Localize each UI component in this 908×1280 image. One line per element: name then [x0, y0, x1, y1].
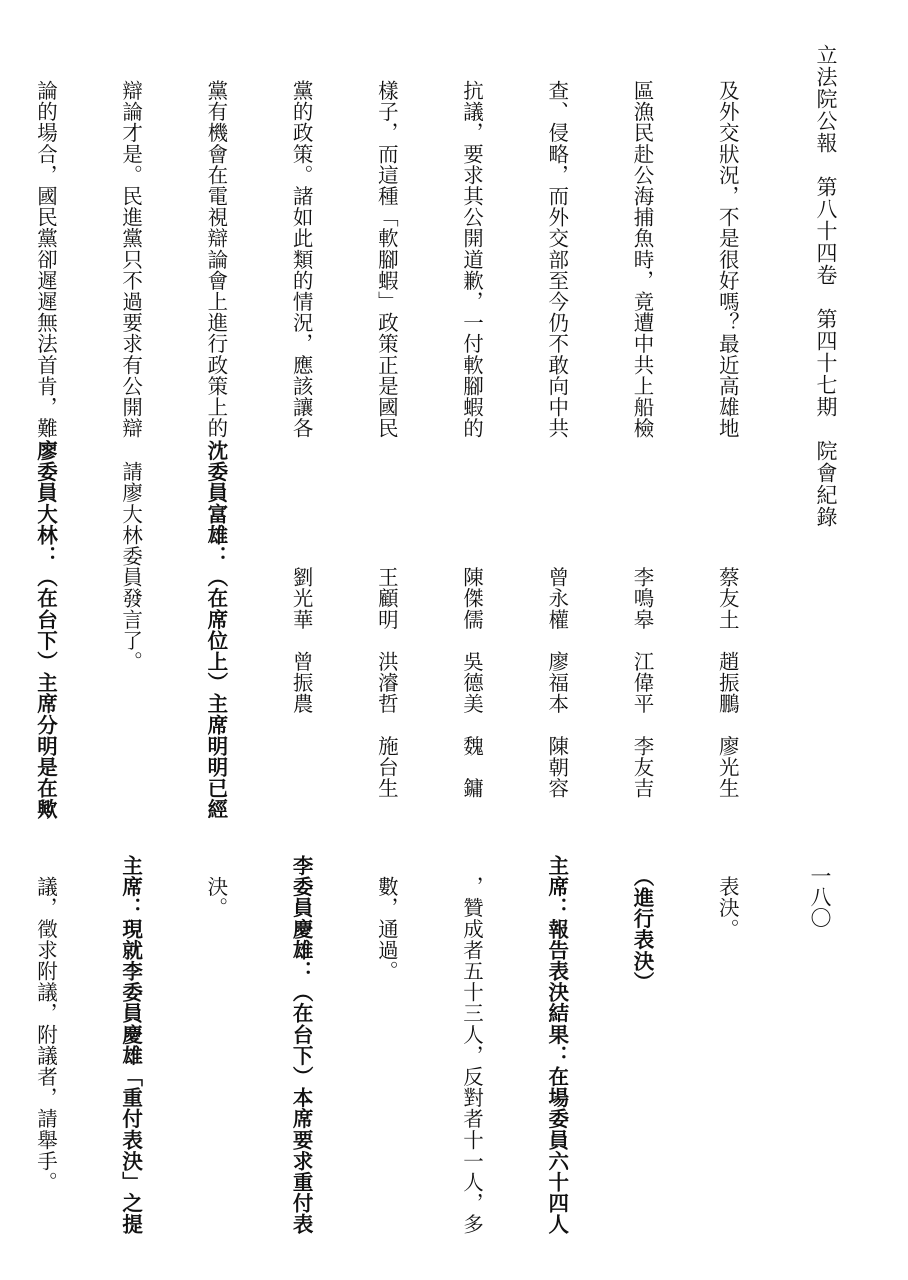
speaker-line: 主席：報告表決結果：在場委員六十四人 [544, 855, 569, 1235]
text-line: 抗議，要求其公開道歉，一付軟腳蝦的 [459, 80, 484, 439]
text-line: ，贊成者五十三人，反對者十一人，多 [459, 855, 484, 1235]
text-line: 黨有機會在電視辯論會上進行政策上的 [203, 80, 228, 439]
text-line: 決。 [203, 855, 228, 919]
text-line: 辯論才是。民進黨只不過要求有公開辯 [118, 80, 143, 439]
text-column-bottom [33, 855, 798, 1245]
text-line: 區漁民赴公海捕魚時，竟遭中共上船檢 [629, 80, 654, 439]
text-line: 李鳴皋 江偉平 李友吉 [629, 440, 654, 799]
page-number: 一八〇 [808, 865, 832, 928]
text-line: 蔡友土 趙振鵬 廖光生 [715, 440, 740, 799]
text-line: 樣子，而這種「軟腳蝦」政策正是國民 [374, 80, 399, 439]
text-column-middle [33, 440, 798, 860]
speaker-line: 主席：現就李委員慶雄「重付表決」之提 [118, 855, 143, 1235]
text-line: 請廖大林委員發言了。 [118, 440, 143, 673]
text-line: 查、侵略，而外交部至今仍不敢向中共 [544, 80, 569, 439]
text-line: 劉光華 曾振農 [289, 440, 314, 715]
speaker-line: 廖委員大林：（在台下）主席分明是在歟 [33, 440, 58, 820]
text-line: 王顧明 洪濬哲 施台生 [374, 440, 399, 799]
text-line: 曾永權 廖福本 陳朝容 [544, 440, 569, 799]
text-line: 表決。 [715, 855, 740, 940]
text-line: 陳傑儒 吳德美 魏 鏞 [459, 440, 484, 799]
speaker-line: 沈委員富雄：（在席位上）主席明明已經 [203, 440, 228, 820]
text-line: 議，徵求附議，附議者，請舉手。 [33, 855, 58, 1193]
text-line: 及外交狀況，不是很好嗎？最近高雄地 [715, 80, 740, 439]
text-line: 數，通過。 [374, 855, 399, 982]
text-line: 論的場合，國民黨卻遲遲無法首肯，難 [33, 80, 58, 439]
page-header: 立法院公報 第八十四卷 第四十七期 院會紀錄 [814, 44, 838, 528]
text-line: 黨的政策。諸如此類的情況，應該讓各 [289, 80, 314, 439]
procedure-note: （進行表決） [629, 855, 654, 993]
speaker-line: 李委員慶雄：（在台下）本席要求重付表 [289, 855, 314, 1235]
